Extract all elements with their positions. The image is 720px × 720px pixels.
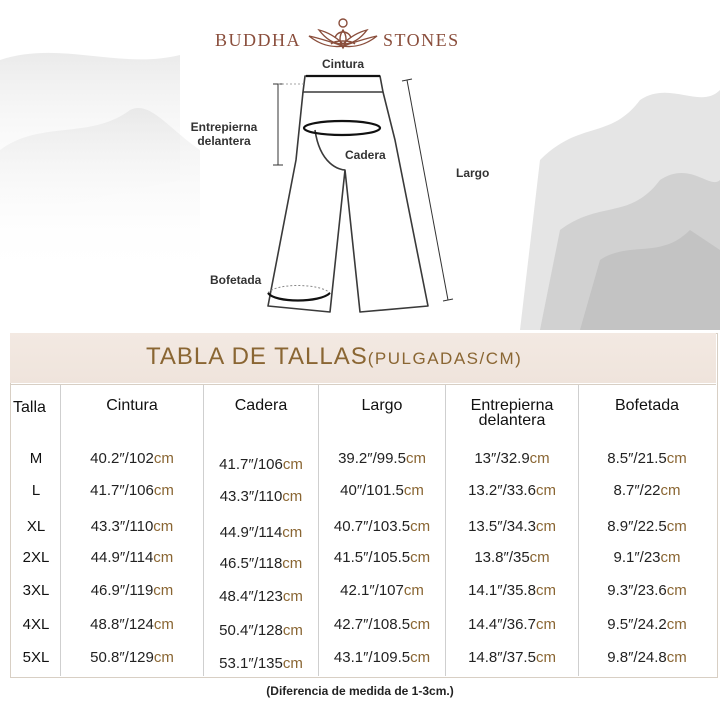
cell-unit: cm: [666, 649, 687, 666]
column-header-hip: Cadera: [234, 397, 288, 414]
cell-unit: cm: [410, 649, 431, 666]
cell-value: 48.8″/124: [90, 616, 154, 633]
cell-unit: cm: [535, 649, 556, 666]
cell-value: 8.5″/21.5: [607, 450, 667, 467]
table-cell-hem: [580, 649, 714, 666]
cell-value: 9.8″/24.8: [607, 649, 667, 666]
cell-value: 44.9″/114: [90, 549, 154, 566]
size-cell: 2XL: [22, 549, 50, 566]
cell-value: 14.4″/36.7: [468, 616, 536, 633]
cell-unit: cm: [666, 450, 687, 467]
diagram-label-length: Largo: [456, 166, 490, 180]
size-cell: 5XL: [22, 649, 50, 666]
cell-value: 43.3″/110: [90, 518, 154, 535]
cell-unit: cm: [153, 549, 174, 566]
size-cell: 4XL: [22, 616, 50, 633]
cell-unit: cm: [153, 616, 174, 633]
column-header-length: Largo: [361, 397, 403, 414]
table-cell-hem: [580, 518, 714, 535]
cell-value: 40″/101.5: [340, 482, 404, 499]
size-cell: 3XL: [22, 582, 50, 599]
size-cell: L: [31, 482, 41, 499]
cell-value: 46.9″/119: [90, 582, 154, 599]
cell-unit: cm: [529, 450, 550, 467]
table-cell-hip: [205, 588, 317, 605]
diagram-label-hip: Cadera: [345, 148, 386, 162]
cell-value: 43.3″/110: [219, 488, 283, 505]
cell-value: 43.1″/109.5: [333, 649, 411, 666]
table-cell-rise: [447, 482, 577, 499]
cell-unit: cm: [410, 549, 431, 566]
cell-value: 41.5″/105.5: [333, 549, 411, 566]
size-cell: M: [29, 450, 43, 467]
cell-unit: cm: [410, 616, 431, 633]
cell-value: 40.2″/102: [90, 450, 154, 467]
cell-value: 14.8″/37.5: [468, 649, 536, 666]
cell-unit: cm: [666, 518, 687, 535]
column-divider: [578, 384, 579, 676]
table-cell-hip: [205, 555, 317, 572]
cell-value: 9.5″/24.2: [607, 616, 667, 633]
cell-unit: cm: [282, 622, 303, 639]
table-cell-hip: [205, 488, 317, 505]
cell-unit: cm: [153, 582, 174, 599]
cell-value: 53.1″/135: [219, 655, 283, 672]
cell-unit: cm: [153, 649, 174, 666]
brand-name-right: STONES: [383, 30, 460, 50]
column-divider: [203, 384, 204, 676]
table-cell-hem: [580, 482, 714, 499]
table-cell-hip: [205, 655, 317, 672]
measurement-note: (Diferencia de medida de 1-3cm.): [266, 684, 454, 698]
cell-unit: cm: [405, 450, 426, 467]
table-cell-hem: [580, 549, 714, 566]
table-cell-length: [320, 549, 444, 566]
table-cell-hem: [580, 616, 714, 633]
table-cell-length: [320, 518, 444, 535]
cell-value: 8.9″/22.5: [607, 518, 667, 535]
table-cell-rise: [447, 549, 577, 566]
table-cell-rise: [447, 582, 577, 599]
table-cell-rise: [447, 616, 577, 633]
table-cell-rise: [447, 450, 577, 467]
column-header-front-rise: Entrepierna delantera: [470, 397, 554, 429]
table-cell-hem: [580, 450, 714, 467]
cell-unit: cm: [660, 482, 681, 499]
header-divider: [10, 384, 716, 385]
cell-value: 44.9″/114: [219, 524, 283, 541]
table-cell-length: [320, 482, 444, 499]
table-cell-length: [320, 582, 444, 599]
cell-unit: cm: [660, 549, 681, 566]
cell-value: 13″/32.9: [474, 450, 530, 467]
size-table-title-main: TABLA DE TALLAS: [146, 343, 368, 370]
table-cell-waist: [62, 649, 202, 666]
cell-unit: cm: [666, 616, 687, 633]
size-cell: XL: [26, 518, 46, 535]
cell-value: 42.1″/107: [340, 582, 404, 599]
cell-unit: cm: [153, 518, 174, 535]
cell-unit: cm: [403, 482, 424, 499]
table-cell-length: [320, 450, 444, 467]
cell-unit: cm: [535, 616, 556, 633]
cell-unit: cm: [282, 488, 303, 505]
column-divider: [318, 384, 319, 676]
cell-unit: cm: [535, 582, 556, 599]
cell-value: 50.4″/128: [219, 622, 283, 639]
cell-unit: cm: [153, 450, 174, 467]
cell-unit: cm: [282, 524, 303, 541]
diagram-label-hem: Bofetada: [210, 273, 262, 287]
table-cell-rise: [447, 518, 577, 535]
cell-value: 48.4″/123: [219, 588, 283, 605]
table-cell-waist: [62, 549, 202, 566]
cell-value: 14.1″/35.8: [468, 582, 536, 599]
table-cell-waist: [62, 518, 202, 535]
table-cell-hem: [580, 582, 714, 599]
cell-unit: cm: [403, 582, 424, 599]
cell-value: 42.7″/108.5: [333, 616, 411, 633]
cell-unit: cm: [529, 549, 550, 566]
diagram-label-waist: Cintura: [322, 57, 364, 71]
cell-unit: cm: [282, 456, 303, 473]
table-cell-waist: [62, 582, 202, 599]
pants-diagram: [0, 0, 720, 330]
cell-value: 8.7″/22: [613, 482, 661, 499]
cell-value: 13.8″/35: [474, 549, 530, 566]
table-cell-waist: [62, 616, 202, 633]
cell-value: 13.2″/33.6: [468, 482, 536, 499]
cell-value: 13.5″/34.3: [468, 518, 536, 535]
table-cell-waist: [62, 482, 202, 499]
table-cell-rise: [447, 649, 577, 666]
cell-value: 41.7″/106: [219, 456, 283, 473]
column-header-hem: Bofetada: [614, 397, 680, 414]
cell-value: 9.1″/23: [613, 549, 661, 566]
cell-value: 46.5″/118: [219, 555, 283, 572]
cell-value: 9.3″/23.6: [607, 582, 667, 599]
size-table-title: [146, 343, 522, 371]
cell-value: 50.8″/129: [90, 649, 154, 666]
table-cell-hip: [205, 524, 317, 541]
cell-value: 39.2″/99.5: [338, 450, 406, 467]
table-cell-hip: [205, 622, 317, 639]
column-header-size: Talla: [13, 399, 46, 416]
brand-name-left: BUDDHA: [215, 30, 302, 50]
cell-unit: cm: [282, 655, 303, 672]
cell-unit: cm: [153, 482, 174, 499]
cell-unit: cm: [666, 582, 687, 599]
size-table-title-unit: (PULGADAS/CM): [367, 349, 523, 368]
diagram-label-front-rise: Entrepierna delantera: [190, 120, 258, 148]
table-cell-length: [320, 649, 444, 666]
column-header-waist: Cintura: [106, 397, 158, 414]
cell-value: 41.7″/106: [90, 482, 154, 499]
table-cell-hip: [205, 456, 317, 473]
cell-unit: cm: [410, 518, 431, 535]
table-cell-waist: [62, 450, 202, 467]
cell-value: 40.7″/103.5: [333, 518, 411, 535]
table-cell-length: [320, 616, 444, 633]
column-divider: [445, 384, 446, 676]
cell-unit: cm: [535, 482, 556, 499]
cell-unit: cm: [282, 555, 303, 572]
cell-unit: cm: [282, 588, 303, 605]
column-divider: [60, 384, 61, 676]
cell-unit: cm: [535, 518, 556, 535]
